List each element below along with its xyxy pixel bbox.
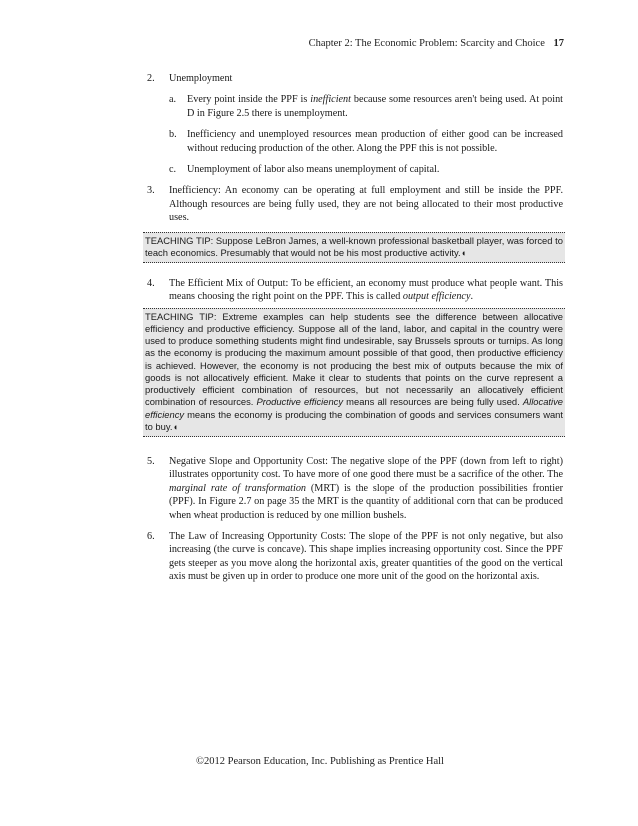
list-item-2 [147, 72, 563, 85]
sub-text: Unemployment of labor also means unemployment of capital. [187, 164, 440, 176]
list-item-5 [147, 455, 563, 522]
sub-item-b [147, 128, 563, 155]
list-item-3 [147, 184, 563, 224]
sub-text-pre: Every point inside the PPF is [187, 94, 311, 106]
page-body [147, 72, 563, 584]
item-number: 3. [147, 185, 155, 197]
tip-emphasis: Allocative efficiency [145, 396, 563, 420]
teaching-tip-box [143, 232, 565, 263]
sub-letter: a. [169, 94, 177, 106]
item-text-emphasis: output efficiency [402, 291, 471, 303]
sub-item-c [147, 163, 563, 176]
end-mark-icon: ◖ [460, 246, 467, 258]
chapter-title: Chapter 2: The Economic Problem: Scarcity and Choice [308, 38, 545, 49]
item-number: 5. [147, 455, 155, 467]
item-number: 6. [147, 530, 155, 542]
tip-text: TEACHING TIP: Extreme examples can help students see the difference between allocative efficiency and productive efficiency. Suppose all of the land, labor, and capital in the country were used to produce something students might find undesirable, say Brussels sprouts or turnips. As long as the economy is producing the maximum amount possible of that good, then productive efficiency is achieved. However, the economy is not producing the best mix of outputs because the mix of goods is not allocatively efficient. Make it clear to students that points on the curve represent a productively efficient combination of resources, but not necessarily an allocatively efficient combination of resources. [145, 310, 563, 408]
list-item-6 [147, 530, 563, 584]
tip-emphasis: Productive efficiency [256, 396, 344, 408]
item-text: The Law of Increasing Opportunity Costs: The slope of the PPF is not only negative, but also increasing (the curve is concave). This shape implies increasing opportunity cost. Since the PPF gets steeper as you move along the horizontal axis, greater quantities of the good on the vertical axis must be given up in order to produce one more unit of the good on the horizontal axis. [169, 530, 563, 583]
tip-text: means all resources are being fully used. [343, 396, 523, 408]
sub-item-a [147, 93, 563, 120]
item-text-post: . [470, 291, 474, 303]
sub-text-post: because some resources aren't being used. At point D in Figure 2.5 there is unemployment. [187, 94, 563, 119]
page-number: 17 [553, 38, 564, 49]
item-text-pre: Negative Slope and Opportunity Cost: The negative slope of the PPF (down from left to right) illustrates opportunity cost. To have more of one good there must be a sacrifice of the other. The [169, 455, 563, 481]
tip-text: means the economy is producing the combination of goods and services consumers want to buy. [145, 408, 563, 432]
item-text: Inefficiency: An economy can be operating at full employment and still be inside the PPF. Although resources are being fully used, they are not being allocated to their most productive uses. [169, 185, 563, 224]
running-header [309, 38, 564, 49]
sub-letter: b. [169, 129, 177, 141]
sub-text: Inefficiency and unemployed resources mean production of either good can be increased without reducing production of the other. Along the PPF this is not possible. [187, 129, 563, 154]
end-mark-icon: ◖ [172, 420, 179, 432]
copyright-footer: ©2012 Pearson Education, Inc. Publishing as Prentice Hall [196, 756, 444, 767]
item-title: Unemployment [169, 73, 233, 84]
item-number: 2. [147, 73, 155, 84]
sub-text-emphasis: inefficient [310, 94, 351, 106]
item-text-post: (MRT) is the slope of the production possibilities frontier (PPF). In Figure 2.7 on page 35 the MRT is the quantity of additional corn that can be produced when wheat production is reduced by one million bushels. [169, 482, 563, 521]
list-item-4 [147, 277, 563, 304]
tip-text: TEACHING TIP: Suppose LeBron James, a well-known professional basketball player, was forced to teach economics. Presumably that would not be his most productive activity. [145, 234, 563, 258]
item-text-pre: The Efficient Mix of Output: To be efficient, an economy must produce what people want. This means choosing the right point on the PPF. This is called [169, 278, 563, 303]
item-text-emphasis: marginal rate of transformation [169, 482, 307, 494]
item-number: 4. [147, 278, 155, 290]
teaching-tip-box [143, 308, 565, 437]
sub-letter: c. [169, 164, 177, 176]
